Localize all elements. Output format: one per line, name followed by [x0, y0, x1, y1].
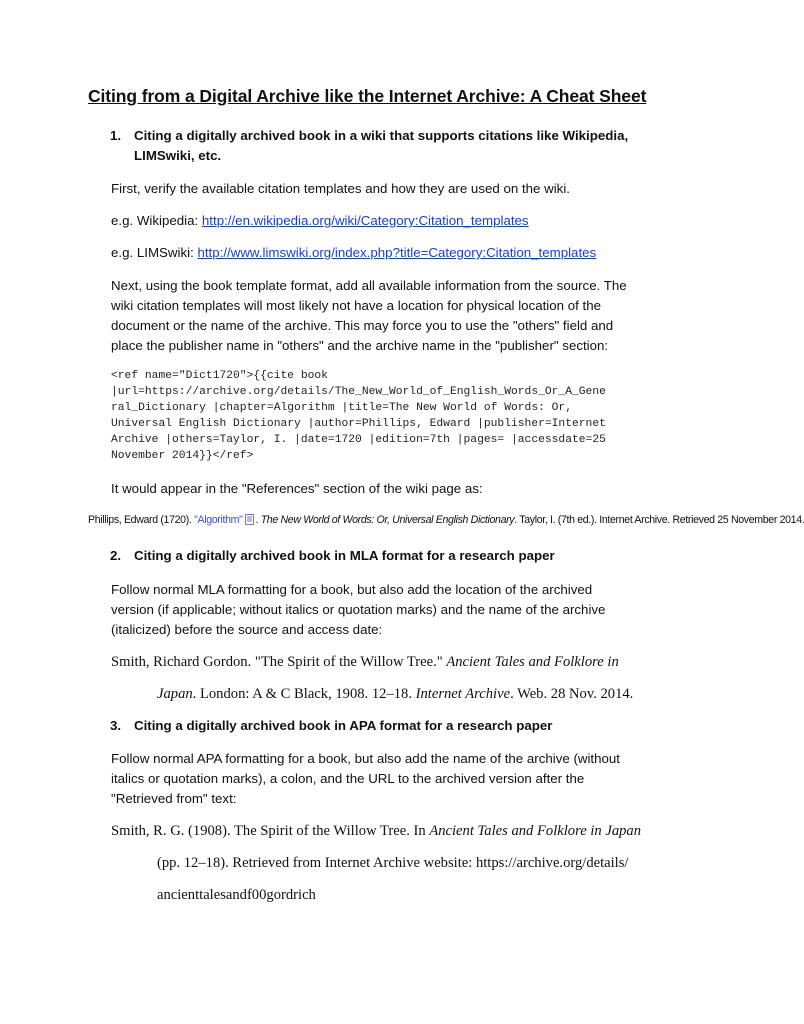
code-line: Universal English Dictionary |author=Phillips, Edward |publisher=Internet — [111, 418, 606, 430]
heading-line: Citing a digitally archived book in a wiki that supports citations like Wikipedia, — [134, 128, 629, 143]
mla-publisher: . London: A & C Black, 1908. 12–18. — [192, 686, 416, 702]
heading-text: Citing a digitally archived book in MLA format for a research paper — [134, 548, 555, 563]
code-line: November 2014}}</ref> — [111, 450, 254, 462]
paragraph-line: wiki citation templates will most likely not have a location for physical location of the — [111, 298, 601, 313]
mla-access: . Web. 28 Nov. 2014. — [510, 686, 634, 702]
mla-book-title: Ancient Tales and Folklore in — [446, 654, 619, 670]
ref-rest: . Taylor, I. (7th ed.). Internet Archive. Retrieved 25 November 2014. — [514, 514, 804, 526]
paragraph-line: (italicized) before the source and access date: — [111, 622, 383, 637]
section-number: 3. — [110, 718, 122, 733]
apa-citation-line-3: ancienttalesandf00gordrich — [157, 887, 316, 903]
paragraph-line: Next, using the book template format, add all available information from the source. The — [111, 278, 627, 293]
mla-citation-line-1 — [111, 652, 619, 672]
ref-chapter-link[interactable]: "Algorithm" — [194, 514, 243, 526]
mla-citation-line-2 — [157, 684, 633, 704]
s1-example-wikipedia — [111, 211, 676, 231]
example-prefix: e.g. LIMSwiki: — [111, 245, 198, 260]
ref-title: The New World of Words: Or, Universal English Dictionary — [260, 514, 515, 526]
heading-line: LIMSwiki, etc. — [134, 148, 222, 163]
rendered-reference — [88, 512, 804, 528]
paragraph-line: place the publisher name in "others" and the archive name in the "publisher" section: — [111, 338, 609, 353]
paragraph-line: Follow normal MLA formatting for a book, but also add the location of the archived — [111, 582, 593, 597]
paragraph-line: version (if applicable; without italics or quotation marks) and the name of the archive — [111, 602, 606, 617]
code-line: <ref name="Dict1720">{{cite book — [111, 370, 328, 382]
section-2-heading — [110, 546, 555, 566]
mla-author-title: Smith, Richard Gordon. "The Spirit of the Willow Tree." — [111, 654, 447, 670]
s1-intro: First, verify the available citation templates and how they are used on the wiki. — [111, 181, 570, 196]
code-line: ral_Dictionary |chapter=Algorithm |title=The New World of Words: Or, — [111, 402, 572, 414]
apa-book-title: Ancient Tales and Folklore in Japan — [429, 823, 642, 839]
s2-body — [111, 580, 676, 640]
paragraph-line: "Retrieved from" text: — [111, 791, 237, 806]
code-line: |url=https://archive.org/details/The_New_World_of_English_Words_Or_A_Gene — [111, 386, 606, 398]
code-line: Archive |others=Taylor, I. |date=1720 |edition=7th |pages= |accessdate=25 — [111, 434, 606, 446]
apa-author-title: Smith, R. G. (1908). The Spirit of the Willow Tree. In — [111, 823, 430, 839]
page-title: Citing from a Digital Archive like the Internet Archive: A Cheat Sheet — [88, 86, 647, 106]
apa-citation-line-2: (pp. 12–18). Retrieved from Internet Archive website: https://archive.org/details/ — [157, 855, 629, 871]
paragraph-line: italics or quotation marks), a colon, and the URL to the archived version after the — [111, 771, 585, 786]
mla-book-title-cont: Japan — [157, 686, 193, 702]
s1-example-limswiki — [111, 243, 676, 263]
s1-next-paragraph — [111, 276, 676, 356]
apa-citation-line-1 — [111, 821, 641, 841]
section-3-heading — [110, 716, 553, 736]
section-1-heading — [110, 126, 629, 166]
heading-text: Citing a digitally archived book in APA format for a research paper — [134, 718, 553, 733]
example-prefix: e.g. Wikipedia: — [111, 213, 202, 228]
limswiki-citation-templates-link[interactable]: http://www.limswiki.org/index.php?title=Category:Citation_templates — [197, 245, 597, 260]
wikipedia-citation-templates-link[interactable]: http://en.wikipedia.org/wiki/Category:Citation_templates — [201, 213, 529, 228]
ref-author: Phillips, Edward (1720). — [88, 514, 195, 526]
s1-appear-text: It would appear in the "References" section of the wiki page as: — [111, 481, 483, 496]
paragraph-line: Follow normal APA formatting for a book, but also add the name of the archive (without — [111, 751, 621, 766]
section-number: 2. — [110, 548, 122, 563]
paragraph-line: document or the name of the archive. This may force you to use the "others" field and — [111, 318, 614, 333]
document-lock-icon — [245, 514, 254, 525]
wiki-code-block — [111, 368, 691, 464]
s3-body — [111, 749, 676, 809]
section-number: 1. — [110, 128, 122, 143]
ref-sep: . — [255, 514, 261, 526]
mla-archive: Internet Archive — [415, 686, 511, 702]
